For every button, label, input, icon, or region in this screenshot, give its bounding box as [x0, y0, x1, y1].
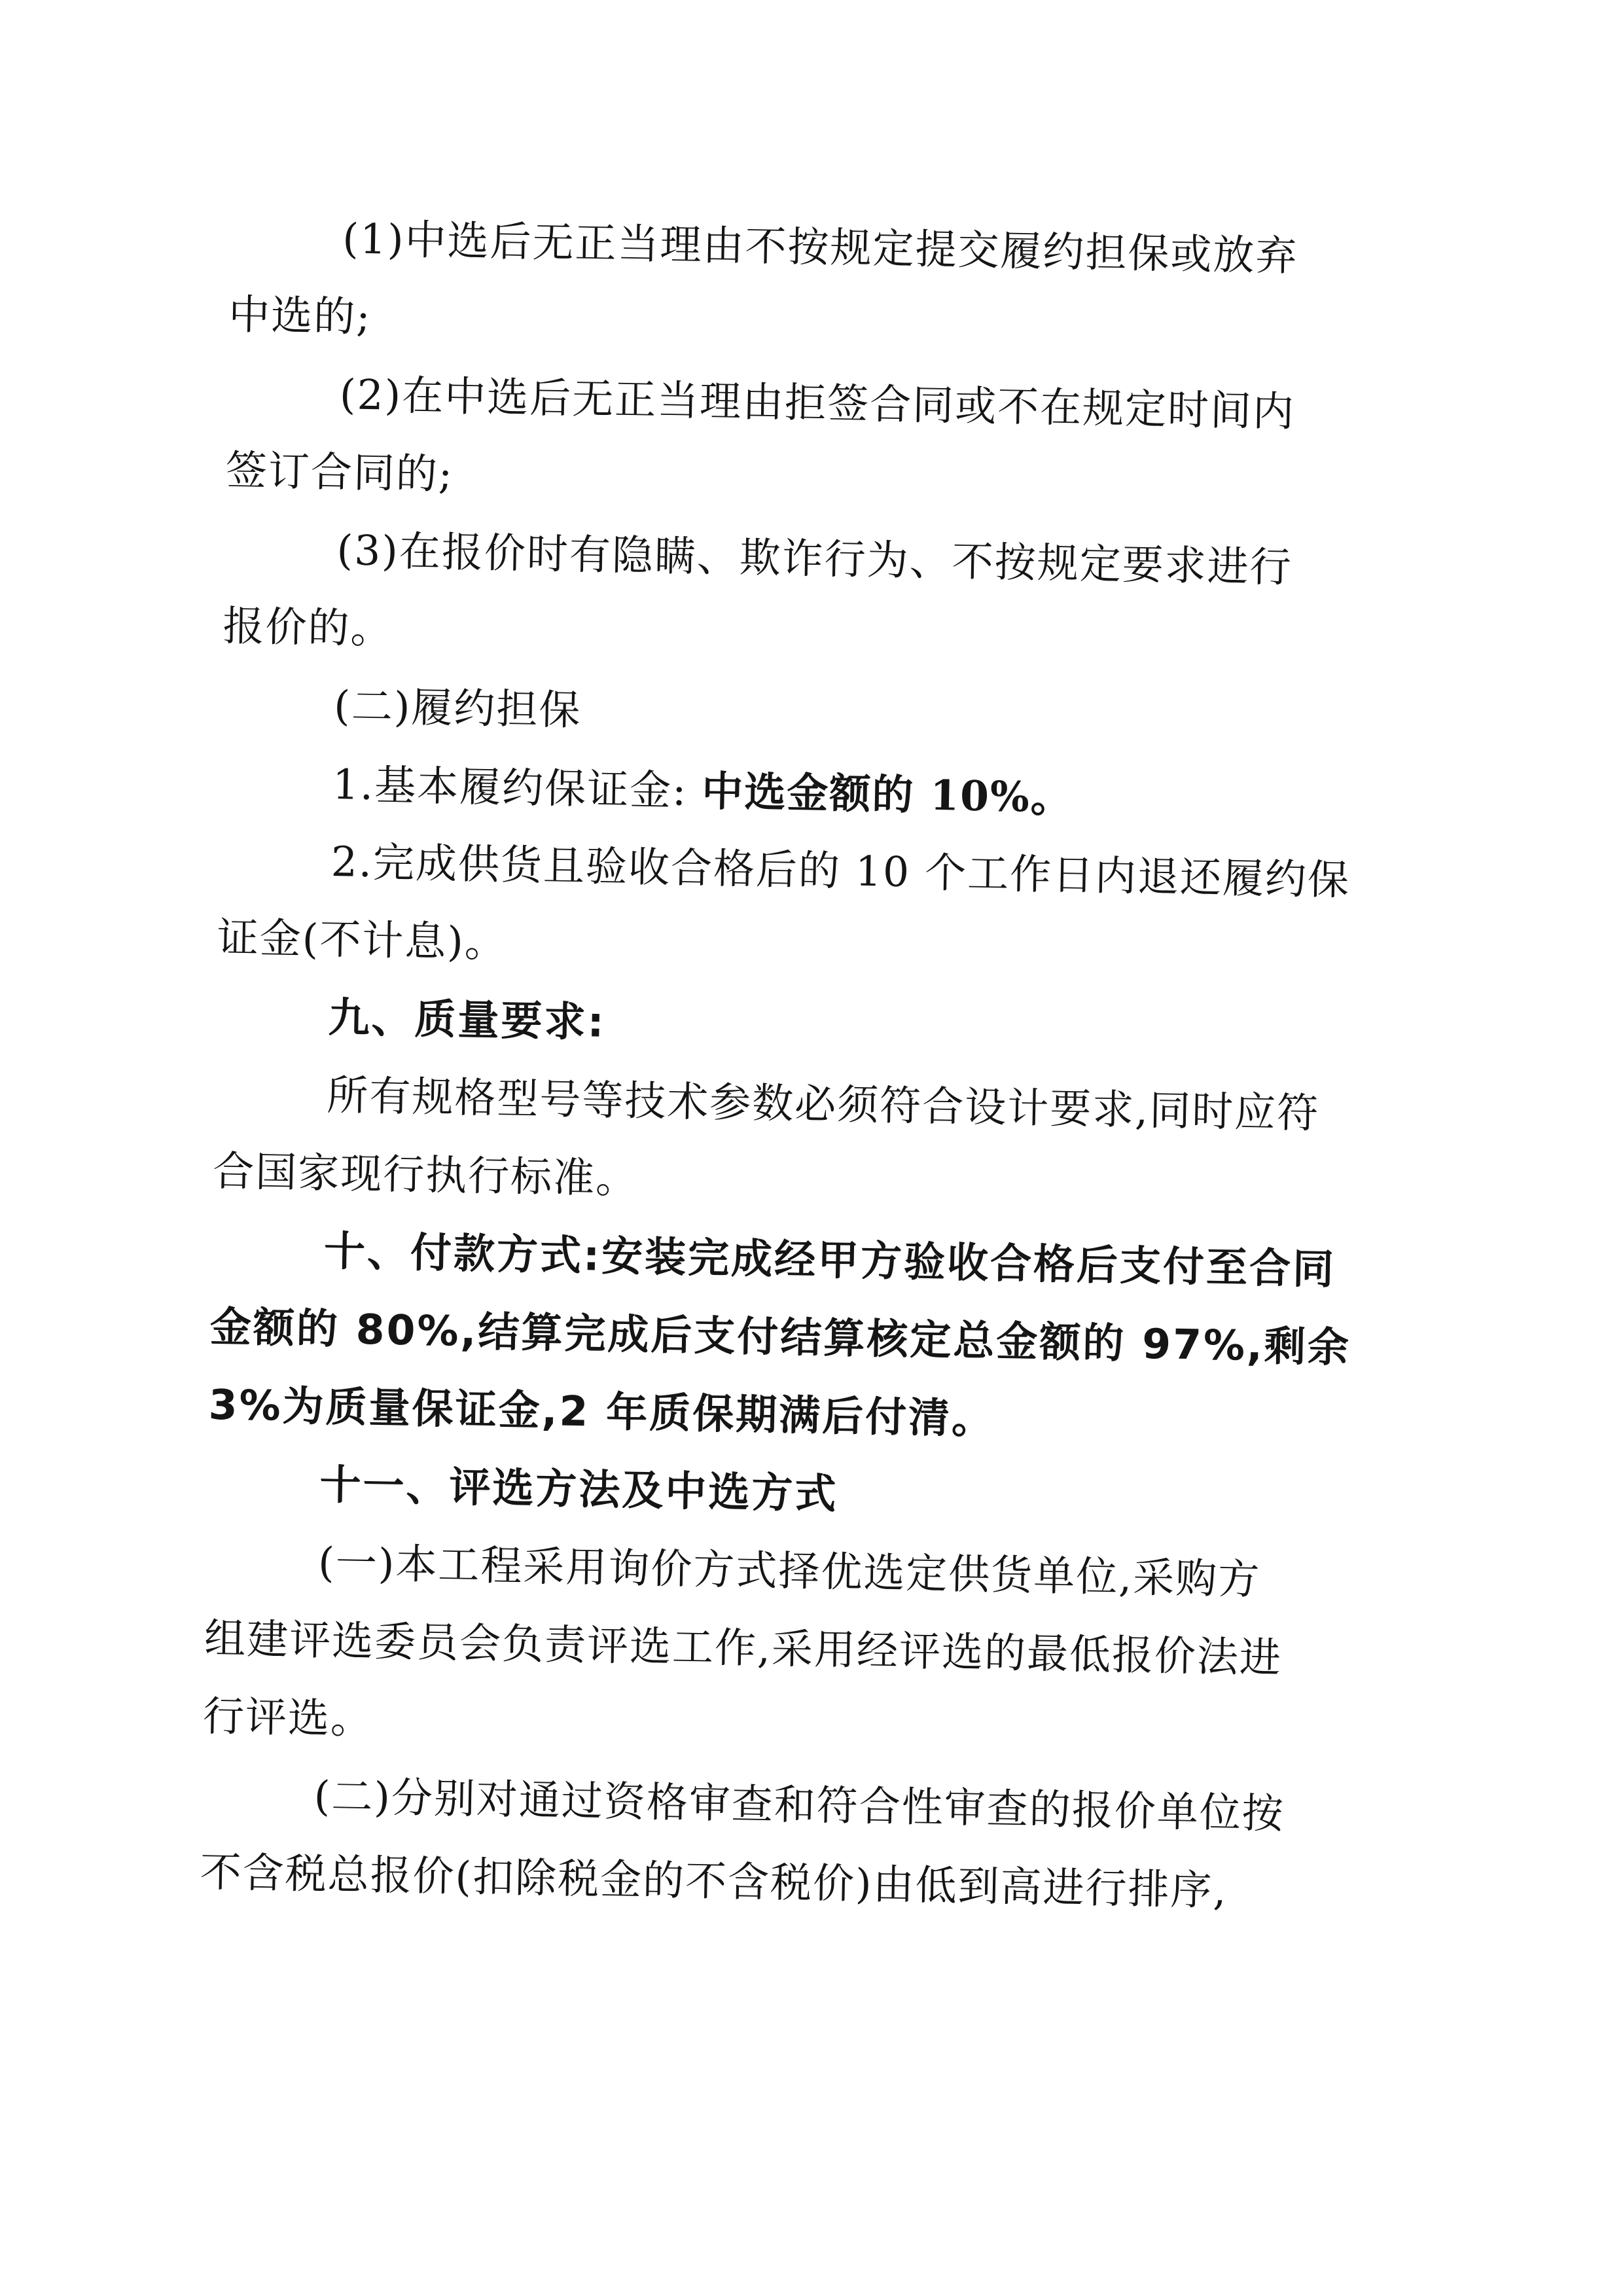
text-segment: 证金(不计息)。	[217, 913, 508, 967]
text-segment: (3)在报价时有隐瞒、欺诈行为、不按规定要求进行	[336, 526, 1293, 592]
text-segment: 签订合同的;	[225, 446, 454, 499]
line-clause2-2	[225, 446, 1469, 514]
text-segment: 组建评选委员会负责评选工作,采用经评选的最低报价法进	[204, 1614, 1283, 1682]
line-clause2-1	[226, 372, 1471, 437]
line-selection1-1	[205, 1540, 1450, 1605]
heading-selection-method	[207, 1462, 1451, 1527]
guarantee-item1-label: 1.基本履约保证金:	[332, 761, 703, 816]
text-segment: 行评选。	[202, 1692, 374, 1744]
line-payment-2	[209, 1302, 1454, 1372]
text-segment: (1)中选后无正当理由不按规定提交履约担保或放弃	[342, 215, 1299, 280]
line-selection1-2	[204, 1614, 1448, 1683]
line-selection2-2	[199, 1848, 1444, 1916]
text-segment: 九、质量要求:	[327, 993, 607, 1047]
line-payment-3	[208, 1380, 1452, 1449]
line-guarantee-item1	[220, 761, 1464, 826]
text-segment: (二)履约担保	[333, 682, 582, 734]
text-segment: 3%为质量保证金,2 年质保期满后付清。	[208, 1380, 995, 1443]
line-clause1-1	[230, 216, 1474, 281]
text-segment: 报价的。	[222, 601, 394, 653]
line-payment-1	[211, 1229, 1455, 1293]
heading-quality-requirements	[215, 995, 1459, 1060]
line-selection2-1	[201, 1774, 1445, 1839]
text-segment: 2.完成供货且验收合格后的 10 个工作日内退还履约保	[330, 837, 1351, 905]
line-quality-2	[212, 1147, 1457, 1215]
text-segment: 所有规格型号等技术参数必须符合设计要求,同时应符	[326, 1071, 1320, 1138]
heading-performance-guarantee	[221, 683, 1465, 748]
text-segment: (一)本工程采用询价方式择优选定供货单位,采购方	[317, 1538, 1261, 1604]
text-segment: 十一、评选方法及中选方式	[319, 1460, 839, 1518]
text-segment: 合国家现行执行标准。	[212, 1147, 639, 1203]
payment-method-label: 十、付款方式:	[323, 1227, 602, 1280]
line-clause3-1	[224, 528, 1468, 592]
line-clause1-2	[228, 290, 1472, 359]
text-segment: (二)分别对通过资格审查和符合性审查的报价单位按	[313, 1772, 1285, 1838]
text-segment: 不含税总报价(扣除税金的不含税价)由低到高进行排序,	[199, 1848, 1228, 1915]
text-segment: 中选的;	[228, 290, 372, 341]
line-guarantee-item2-2	[217, 913, 1461, 982]
text-segment: (2)在中选后无正当理由拒签合同或不在规定时间内	[339, 370, 1296, 436]
line-guarantee-item2-1	[218, 839, 1462, 904]
document-text-block	[199, 216, 1474, 1952]
guarantee-item1-value: 中选金额的 10%。	[701, 766, 1074, 822]
line-selection1-3	[202, 1692, 1446, 1761]
text-segment: 金额的 80%,结算完成后支付结算核定总金额的 97%,剩余	[209, 1302, 1351, 1372]
line-quality-1	[214, 1073, 1458, 1138]
payment-method-text: 安装完成经甲方验收合格后支付至合同	[601, 1232, 1336, 1294]
line-clause3-2	[222, 601, 1467, 670]
